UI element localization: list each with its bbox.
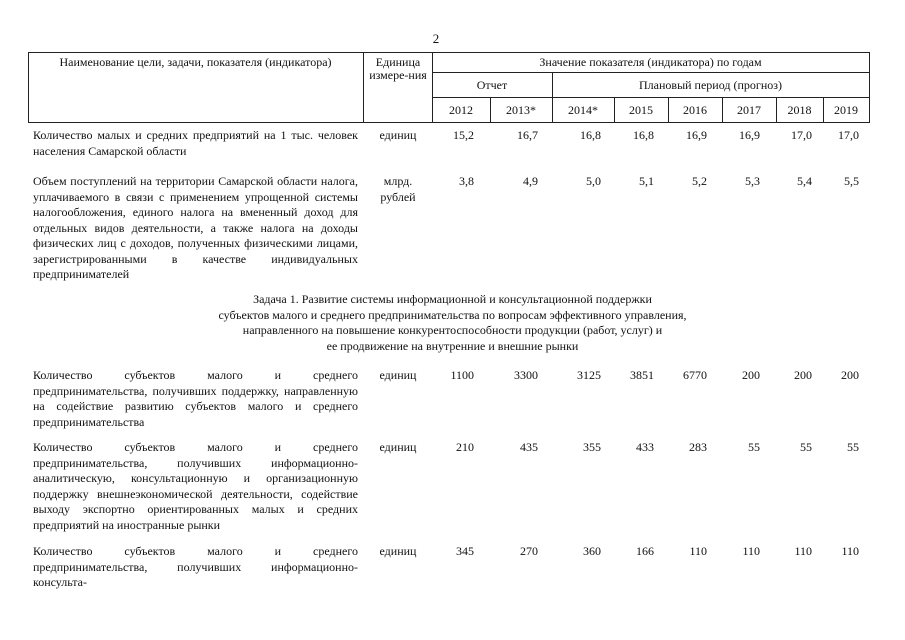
indicator-unit: единиц — [379, 440, 417, 454]
value-cell: 16,7 — [517, 128, 538, 142]
indicator-name: Объем поступлений на территории Самарской области налога, уплачиваемого в связи с применением упрощенной системы налогообложения, единого налога на вмененный доход для отдельных видов деятельности, а также налога на доходы физических лиц с доходов, полученных физическими лицами, зарегистрированными в качестве индивидуальных предпринимателей — [33, 174, 358, 281]
value-cell: 17,0 — [838, 128, 859, 142]
task-heading-line: Задача 1. Развитие системы информационной и консультационной поддержки — [253, 292, 652, 306]
indicator-name: Количество субъектов малого и среднего предпринимательства, получивших информационно-консульта- — [33, 544, 358, 589]
indicator-name: Количество малых и средних предприятий на 1 тыс. человек населения Самарской области — [33, 128, 358, 158]
indicator-unit: единиц — [379, 544, 417, 558]
value-cell: 110 — [742, 544, 760, 558]
value-cell: 355 — [583, 440, 601, 454]
task-heading-line: направленного на повышение конкурентоспособности продукции (работ, услуг) и — [242, 323, 663, 337]
value-cell: 283 — [689, 440, 707, 454]
value-cell: 55 — [748, 440, 760, 454]
header-report-group: Отчет — [476, 78, 508, 92]
header-year: 2018 — [787, 103, 812, 117]
value-cell: 270 — [520, 544, 538, 558]
value-cell: 55 — [800, 440, 812, 454]
value-cell: 5,0 — [586, 174, 601, 188]
value-cell: 433 — [636, 440, 654, 454]
value-cell: 200 — [794, 368, 812, 382]
header-year: 2016 — [683, 103, 707, 117]
value-cell: 16,8 — [633, 128, 654, 142]
value-cell: 435 — [520, 440, 538, 454]
value-cell: 5,3 — [745, 174, 760, 188]
value-cell: 3,8 — [459, 174, 474, 188]
header-year: 2015 — [629, 103, 653, 117]
value-cell: 5,1 — [639, 174, 654, 188]
value-cell: 210 — [456, 440, 474, 454]
indicator-unit: единиц — [379, 128, 417, 142]
header-unit-column: Единица измере-ния — [369, 55, 427, 82]
value-cell: 15,2 — [453, 128, 474, 142]
header-plan-group: Плановый период (прогноз) — [639, 78, 782, 92]
header-year: 2017 — [737, 103, 761, 117]
task-heading-line: субъектов малого и среднего предпринимательства по вопросам эффективного управления, — [218, 308, 687, 322]
indicator-unit: единиц — [379, 368, 417, 382]
header-year: 2019 — [834, 103, 858, 117]
indicator-name: Количество субъектов малого и среднего предпринимательства, получивших поддержку, направленную на содействие развитию субъектов малого и среднего предпринимательства — [33, 368, 358, 429]
value-cell: 4,9 — [523, 174, 538, 188]
value-cell: 110 — [794, 544, 812, 558]
value-cell: 200 — [841, 368, 859, 382]
value-cell: 5,5 — [844, 174, 859, 188]
page-number: 2 — [432, 31, 440, 46]
value-cell: 17,0 — [791, 128, 812, 142]
value-cell: 5,4 — [797, 174, 812, 188]
value-cell: 16,9 — [686, 128, 707, 142]
indicator-unit: млрд. рублей — [380, 174, 416, 204]
value-cell: 345 — [456, 544, 474, 558]
task-heading-line: ее продвижение на внутренние и внешние рынки — [326, 339, 579, 353]
header-year: 2014* — [568, 103, 598, 117]
indicator-name: Количество субъектов малого и среднего предпринимательства, получивших информационно-аналитическую, консультационную и организационную поддержку внешнеэкономической деятельности, содействие выходу экспортно ориентированных малых и средних предприятий на иностранные рынки — [33, 440, 358, 532]
value-cell: 200 — [742, 368, 760, 382]
value-cell: 16,8 — [580, 128, 601, 142]
value-cell: 110 — [689, 544, 707, 558]
value-cell: 16,9 — [739, 128, 760, 142]
value-cell: 3300 — [514, 368, 538, 382]
value-cell: 5,2 — [692, 174, 707, 188]
header-name-column: Наименование цели, задачи, показателя (индикатора) — [59, 55, 332, 69]
value-cell: 55 — [847, 440, 859, 454]
value-cell: 3851 — [630, 368, 654, 382]
value-cell: 6770 — [683, 368, 707, 382]
value-cell: 110 — [841, 544, 859, 558]
value-cell: 360 — [583, 544, 601, 558]
header-values-column: Значение показателя (индикатора) по годам — [539, 55, 762, 69]
value-cell: 1100 — [450, 368, 474, 382]
value-cell: 3125 — [577, 368, 601, 382]
value-cell: 166 — [636, 544, 654, 558]
header-year: 2012 — [449, 103, 473, 117]
header-year: 2013* — [506, 103, 536, 117]
